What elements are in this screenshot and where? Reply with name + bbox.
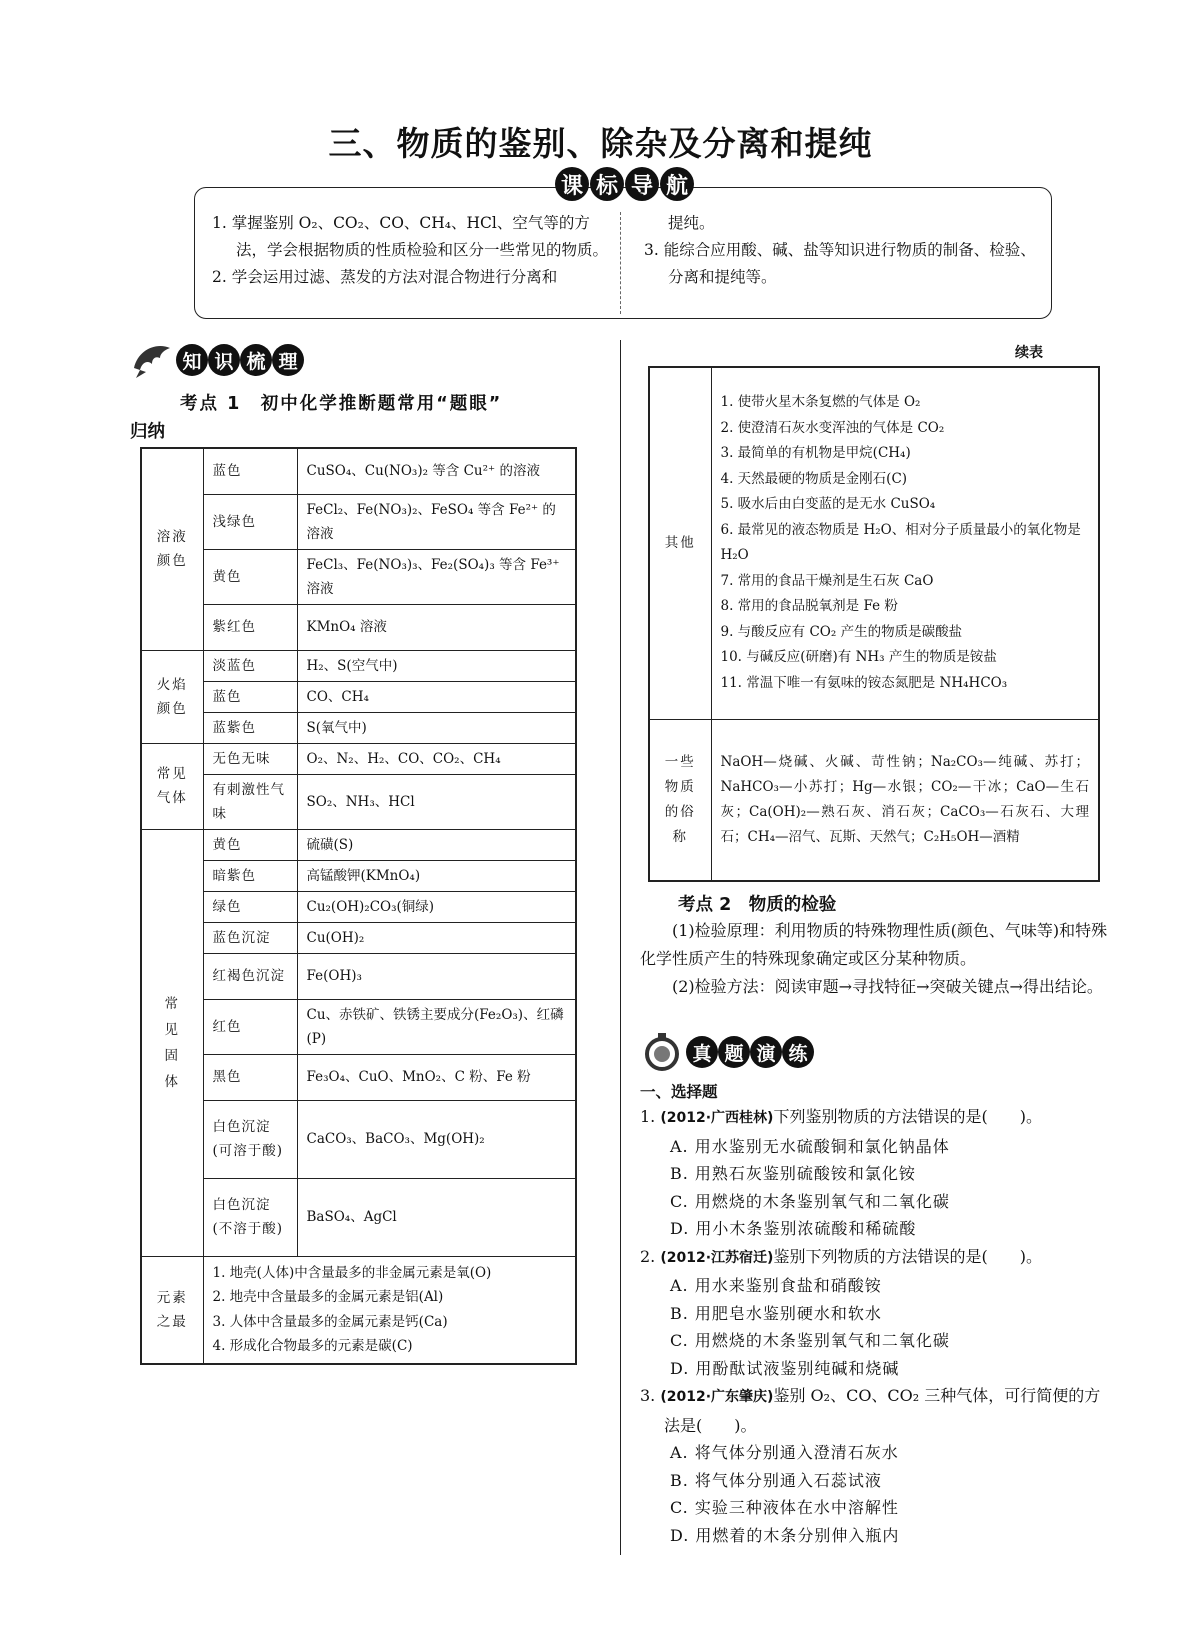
option-d: D. 用酚酞试液鉴别纯碱和烧碱 <box>670 1358 900 1378</box>
table-key: 白色沉淀(可溶于酸) <box>203 1100 297 1178</box>
table-value: CO、CH₄ <box>297 681 576 712</box>
list-item: 5. 吸水后由白变蓝的是无水 CuSO₄ <box>720 496 936 513</box>
knowledge-table-continued <box>648 366 1100 882</box>
table-value: KMnO₄ 溶液 <box>297 604 576 650</box>
table-key: 淡蓝色 <box>203 650 297 681</box>
list-item: 6. 最常见的液态物质是 H₂O、相对分子质量最小的氧化物是 H₂O <box>720 521 1081 564</box>
table-value: Cu₂(OH)₂CO₃(铜绿) <box>297 891 576 922</box>
table-key: 紫红色 <box>203 604 297 650</box>
table-value: 硫磺(S) <box>297 829 576 860</box>
option-a: A. 用水来鉴别食盐和硝酸铵 <box>670 1276 882 1295</box>
cat-common-names: 一些 物质 的俗 称 <box>649 719 711 881</box>
list-item: 11. 常温下唯一有氨味的铵态氮肥是 NH₄HCO₃ <box>720 674 1008 691</box>
question-stem: 鉴别下列物质的方法错误的是( )。 <box>773 1246 1042 1266</box>
question-item <box>640 1382 1110 1549</box>
list-item: 1. 使带火星木条复燃的气体是 O₂ <box>720 394 921 411</box>
badge-char: 标 <box>590 167 624 201</box>
cat-common-solid: 常 见 固 体 <box>141 829 203 1256</box>
table-key: 有刺激性气味 <box>203 774 297 829</box>
table-value: Cu、赤铁矿、铁锈主要成分(Fe₂O₃)、红磷(P) <box>297 999 576 1054</box>
question-source: (2012·广东肇庆) <box>660 1389 774 1405</box>
cat-solution-color: 溶液 颜色 <box>141 448 203 650</box>
list-item: 9. 与酸反应有 CO₂ 产生的物质是碳酸盐 <box>720 623 963 640</box>
table-key: 黄色 <box>203 829 297 860</box>
table-value: CaCO₃、BaCO₃、Mg(OH)₂ <box>297 1100 576 1178</box>
option-b: B. 用熟石灰鉴别硫酸铵和氯化铵 <box>670 1164 916 1183</box>
nav-item: 提纯。 <box>668 214 715 232</box>
table-value: SO₂、NH₃、HCl <box>297 774 576 829</box>
list-item: 10. 与碱反应(研磨)有 NH₃ 产生的物质是铵盐 <box>720 649 997 666</box>
list-item: 1. 地壳(人体)中含量最多的非金属元素是氧(O) <box>212 1264 492 1281</box>
list-item: 2. 地壳中含量最多的金属元素是铝(Al) <box>212 1289 444 1306</box>
badge-char: 导 <box>625 167 659 201</box>
table-value: O₂、N₂、H₂、CO、CO₂、CH₄ <box>297 743 576 774</box>
question-list <box>640 1103 1110 1549</box>
kaodian2-principle: (1)检验原理：利用物质的特殊物理性质(颜色、气味等)和特殊化学性质产生的特殊现象确定或区分某种物质。 <box>640 921 1108 968</box>
table-key: 红色 <box>203 999 297 1054</box>
badge-char: 课 <box>555 167 589 201</box>
kaodian1-title-cont: 归纳 <box>130 422 165 442</box>
table-value: CuSO₄、Cu(NO₃)₂ 等含 Cu²⁺ 的溶液 <box>297 448 576 494</box>
table-key: 蓝紫色 <box>203 712 297 743</box>
compass-icon <box>640 1030 684 1074</box>
table-value: S(氧气中) <box>297 712 576 743</box>
table-key: 白色沉淀(不溶于酸) <box>203 1178 297 1256</box>
nav-column-left <box>212 210 612 291</box>
option-b: B. 用肥皂水鉴别硬水和软水 <box>670 1303 882 1323</box>
nav-column-right <box>644 210 1044 291</box>
badge-char: 理 <box>272 344 304 376</box>
badge-char: 真 <box>686 1036 718 1068</box>
badge-char: 知 <box>176 344 208 376</box>
table-key: 红褐色沉淀 <box>203 953 297 999</box>
table-value: Fe(OH)₃ <box>297 953 576 999</box>
dolphin-icon <box>130 338 174 382</box>
nav-item: 1. 掌握鉴别 O₂、CO₂、CO、CH₄、HCl、空气等的方法，学会根据物质的性质检验和区分一些常见的物质。 <box>212 214 609 259</box>
nav-divider <box>620 212 621 314</box>
question-stem: 鉴别 O₂、CO、CO₂ 三种气体，可行简便的方法是( )。 <box>664 1386 1101 1435</box>
question-item <box>640 1103 1110 1243</box>
badge-char: 航 <box>660 167 694 201</box>
cat-other: 其他 <box>649 367 711 719</box>
column-divider <box>620 340 621 1555</box>
table-value: FeCl₃、Fe(NO₃)₃、Fe₂(SO₄)₃ 等含 Fe³⁺ 溶液 <box>297 549 576 604</box>
cat-element-most: 元素 之最 <box>141 1256 203 1364</box>
option-c: C. 用燃烧的木条鉴别氧气和二氧化碳 <box>670 1331 950 1350</box>
list-item: 3. 最简单的有机物是甲烷(CH₄) <box>720 445 911 462</box>
question-source: (2012·江苏宿迁) <box>660 1249 774 1266</box>
option-c: C. 用燃烧的木条鉴别氧气和二氧化碳 <box>670 1191 950 1211</box>
option-c: C. 实验三种液体在水中溶解性 <box>670 1498 899 1517</box>
nav-item: 2. 学会运用过滤、蒸发的方法对混合物进行分离和 <box>212 268 558 286</box>
list-item: 3. 人体中含量最多的金属元素是钙(Ca) <box>212 1313 448 1330</box>
table-key: 黑色 <box>203 1054 297 1100</box>
option-d: D. 用小木条鉴别浓硫酸和稀硫酸 <box>670 1219 917 1238</box>
table-key: 绿色 <box>203 891 297 922</box>
badge-char: 演 <box>750 1036 782 1068</box>
cat-common-gas: 常见 气体 <box>141 743 203 829</box>
option-a: A. 用水鉴别无水硫酸铜和氯化钠晶体 <box>670 1136 950 1156</box>
option-a: A. 将气体分别通入澄清石灰水 <box>670 1443 899 1462</box>
list-item: 4. 天然最硬的物质是金刚石(C) <box>720 470 908 487</box>
course-nav-badge <box>555 167 694 201</box>
question-number: 2. <box>640 1246 656 1266</box>
list-item: 2. 使澄清石灰水变浑浊的气体是 CO₂ <box>720 419 945 436</box>
badge-char: 题 <box>718 1036 750 1068</box>
common-names-text: NaOH—烧碱、火碱、苛性钠；Na₂CO₃—纯碱、苏打；NaHCO₃—小苏打；Hg—水银；CO₂—干冰；CaO—生石灰；Ca(OH)₂—熟石灰、消石灰；CaCO₃—石灰石、大理石；CH₄—沼气、瓦斯、天然气；C₂H₅OH—酒精 <box>711 719 1099 881</box>
table-value: H₂、S(空气中) <box>297 650 576 681</box>
table-key: 黄色 <box>203 549 297 604</box>
table-value: FeCl₂、Fe(NO₃)₂、FeSO₄ 等含 Fe²⁺ 的溶液 <box>297 494 576 549</box>
table-key: 蓝色 <box>203 681 297 712</box>
table-key: 浅绿色 <box>203 494 297 549</box>
element-facts <box>203 1256 576 1364</box>
question-number: 3. <box>640 1386 656 1405</box>
table-key: 蓝色沉淀 <box>203 922 297 953</box>
table-key: 无色无味 <box>203 743 297 774</box>
table-value: Fe₃O₄、CuO、MnO₂、C 粉、Fe 粉 <box>297 1054 576 1100</box>
practice-section-header <box>640 1030 814 1074</box>
list-item: 4. 形成化合物最多的元素是碳(C) <box>212 1338 413 1355</box>
question-source: (2012·广西桂林) <box>660 1110 774 1126</box>
question-stem: 下列鉴别物质的方法错误的是( )。 <box>773 1107 1042 1126</box>
table-value: Cu(OH)₂ <box>297 922 576 953</box>
table-key: 暗紫色 <box>203 860 297 891</box>
table-value: BaSO₄、AgCl <box>297 1178 576 1256</box>
section-heading: 一、选择题 <box>640 1083 718 1101</box>
badge-char: 识 <box>208 344 240 376</box>
knowledge-table <box>140 447 577 1365</box>
other-facts <box>711 367 1099 719</box>
option-d: D. 用燃着的木条分别伸入瓶内 <box>670 1525 900 1545</box>
kaodian2-method: (2)检验方法：阅读审题→寻找特征→突破关键点→得出结论。 <box>672 977 1103 996</box>
option-b: B. 将气体分别通入石蕊试液 <box>670 1470 882 1490</box>
page-title: 三、物质的鉴别、除杂及分离和提纯 <box>328 124 873 163</box>
list-item: 8. 常用的食品脱氧剂是 Fe 粉 <box>720 598 898 615</box>
knowledge-section-header <box>130 338 304 382</box>
continued-label: 续表 <box>1015 345 1043 361</box>
kaodian1-title: 考点 1 初中化学推断题常用“题眼” <box>180 394 503 414</box>
question-item <box>640 1243 1110 1383</box>
table-key: 蓝色 <box>203 448 297 494</box>
badge-char: 梳 <box>240 344 272 376</box>
question-number: 1. <box>640 1107 656 1126</box>
kaodian2-title: 考点 2 物质的检验 <box>678 895 837 915</box>
list-item: 7. 常用的食品干燥剂是生石灰 CaO <box>720 572 934 589</box>
nav-item: 3. 能综合应用酸、碱、盐等知识进行物质的制备、检验、分离和提纯等。 <box>644 241 1036 286</box>
cat-flame-color: 火焰 颜色 <box>141 650 203 743</box>
badge-char: 练 <box>782 1036 814 1068</box>
table-value: 高锰酸钾(KMnO₄) <box>297 860 576 891</box>
